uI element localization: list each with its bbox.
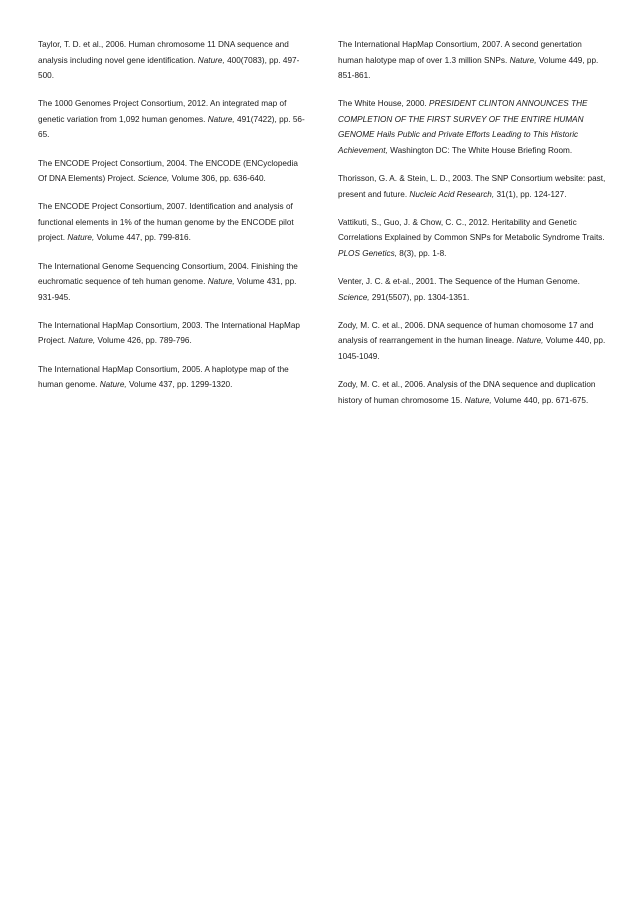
reference-entry: The ENCODE Project Consortium, 2007. Identification and analysis of functional elements in 1% of the human genome by the ENCODE pilot project. Nature, Volume 447, pp. 799-816. [38,202,294,243]
references-right-column [338,37,606,421]
reference-entry: Vattikuti, S., Guo, J. & Chow, C. C., 2012. Heritability and Genetic Correlations Explained by Common SNPs for Metabolic Syndrome Traits. PLOS Genetics, 8(3), pp. 1-8. [338,217,605,259]
reference-entry: Venter, J. C. & et-al., 2001. The Sequence of the Human Genome. Science, 291(5507), pp. 1304-1351. [338,277,580,302]
reference-entry: The International Genome Sequencing Consortium, 2004. Finishing the euchromatic sequence of teh human genome. Nature, Volume 431, pp. 931-945. [38,261,298,302]
reference-entry: The 1000 Genomes Project Consortium, 2012. An integrated map of genetic variation from 1,092 human genomes. Nature, 491(7422), pp. 56-65. [38,99,305,140]
reference-entry: Thorisson, G. A. & Stein, L. D., 2003. The SNP Consortium website: past, present and future. Nucleic Acid Research, 31(1), pp. 124-127. [338,174,606,199]
reference-entry: The International HapMap Consortium, 2005. A haplotype map of the human genome. Nature, Volume 437, pp. 1299-1320. [38,364,289,390]
reference-entry: The White House, 2000. PRESIDENT CLINTON ANNOUNCES THE COMPLETION OF THE FIRST SURVEY OF THE ENTIRE HUMAN GENOME Hails Public and Private Efforts Leading to This Historic Achievement, Washington DC: The White House Briefing Room. [338,99,588,156]
reference-entry: The International HapMap Consortium, 2007. A second genertation human halotype map of over 1.3 million SNPs. Nature, Volume 449, pp. 851-861. [338,40,599,81]
reference-entry: Zody, M. C. et al., 2006. DNA sequence of human chomosome 17 and analysis of rearrangement in the human lineage. Nature, Volume 440, pp. 1045-1049. [338,320,606,361]
references-left-column [38,37,306,405]
reference-entry: Zody, M. C. et al., 2006. Analysis of the DNA sequence and duplication history of human chromosome 15. Nature, Volume 440, pp. 671-675. [338,380,596,405]
reference-entry: Taylor, T. D. et al., 2006. Human chromosome 11 DNA sequence and analysis including novel gene identification. Nature, 400(7083), pp. 497-500. [38,40,300,81]
reference-entry: The International HapMap Consortium, 2003. The International HapMap Project. Nature, Volume 426, pp. 789-796. [38,320,300,346]
reference-entry: The ENCODE Project Consortium, 2004. The ENCODE (ENCyclopedia Of DNA Elements) Project. Science, Volume 306, pp. 636-640. [38,158,298,184]
